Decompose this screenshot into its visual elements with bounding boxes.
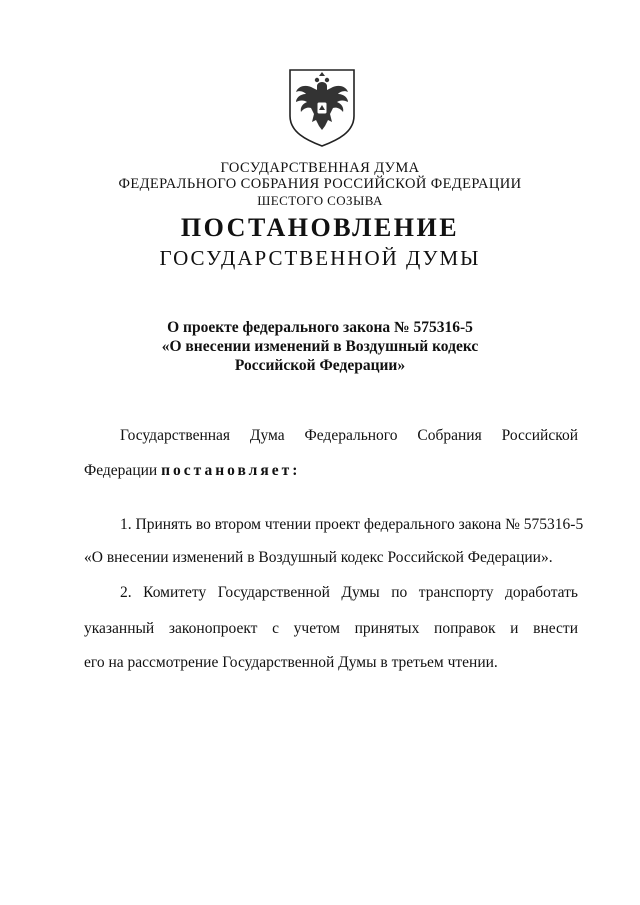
subject-line-2: «О внесении изменений в Воздушный кодекс	[161, 338, 479, 355]
document-type-title: ПОСТАНОВЛЕНИЕ	[180, 213, 460, 242]
item-2-line-1: 2. Комитету Государственной Думы по транспорту доработать	[120, 584, 578, 601]
preamble-line-1: Государственная Дума Федерального Собрания Российской	[120, 427, 578, 444]
subject-line-1: О проекте федерального закона № 575316-5	[167, 319, 473, 336]
preamble-prefix: Федерации	[84, 462, 162, 479]
preamble-verb: постановляет:	[161, 462, 301, 479]
org-line-1: ГОСУДАРСТВЕННАЯ ДУМА	[220, 160, 420, 176]
subject-line-3: Российской Федерации»	[234, 357, 406, 374]
item-1-line-1: 1. Принять во втором чтении проект федерального закона № 575316-5	[120, 516, 584, 533]
item-1-line-2: «О внесении изменений в Воздушный кодекс Российской Федерации».	[84, 549, 553, 566]
item-2-line-2: указанный законопроект с учетом принятых поправок и внести	[84, 620, 578, 637]
item-2-line-3: его на рассмотрение Государственной Думы в третьем чтении.	[84, 654, 498, 671]
state-emblem-icon	[286, 66, 358, 150]
org-line-3: ШЕСТОГО СОЗЫВА	[257, 193, 383, 208]
document-issuer-title: ГОСУДАРСТВЕННОЙ ДУМЫ	[159, 246, 481, 270]
org-line-2: ФЕДЕРАЛЬНОГО СОБРАНИЯ РОССИЙСКОЙ ФЕДЕРАЦИИ	[118, 176, 522, 192]
preamble-line-2	[84, 461, 578, 480]
